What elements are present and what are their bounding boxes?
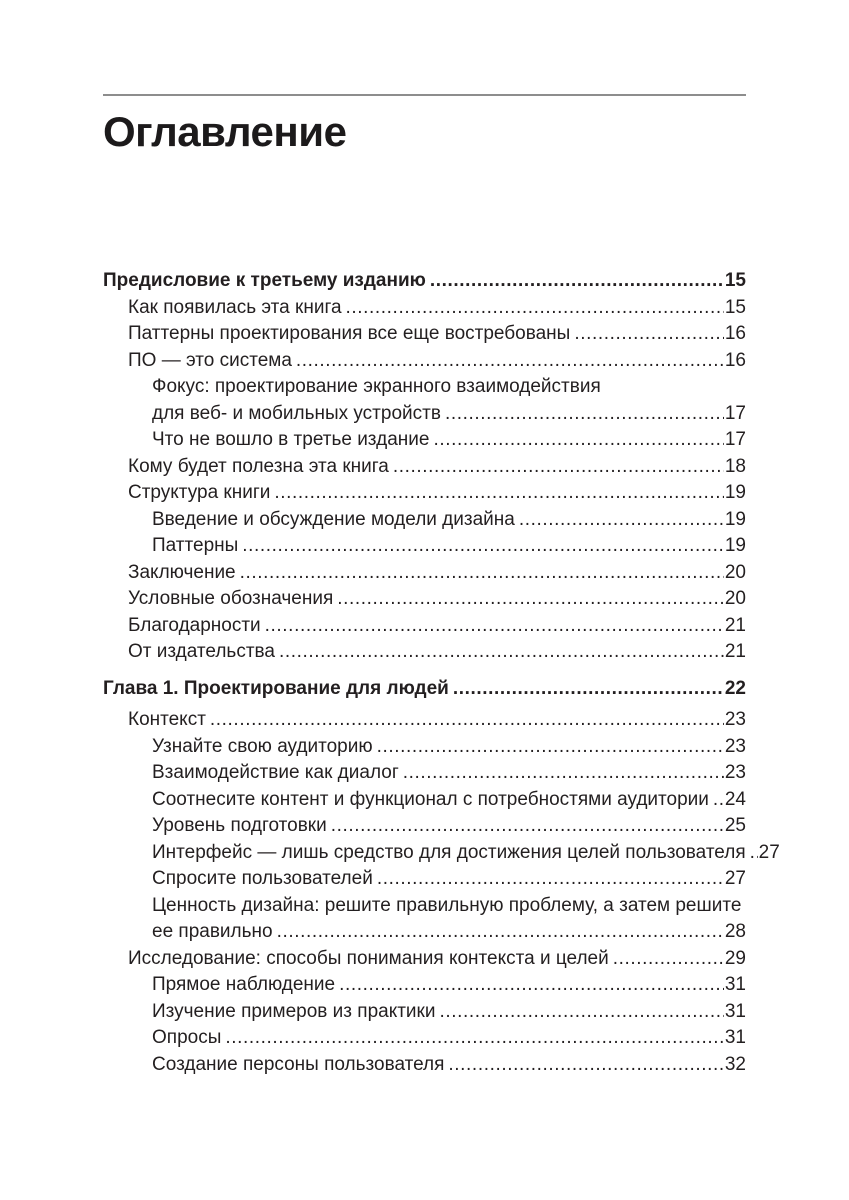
toc-entry	[103, 1025, 746, 1052]
toc-entry-label: Интерфейс — лишь средство для достижения целей пользователя	[152, 841, 746, 863]
toc-dot-leader	[242, 533, 724, 560]
toc-entry-label: От издательства	[128, 641, 275, 662]
toc-entry-label: Создание персоны пользователя	[152, 1053, 445, 1075]
toc-page-number: 20	[724, 588, 746, 609]
toc-page-number: 22	[724, 677, 746, 699]
toc-entry	[103, 999, 746, 1026]
toc-dot-leader	[265, 613, 724, 640]
toc-dot-leader	[519, 507, 724, 534]
toc-entry-label: Паттерны проектирования все еще востребованы	[128, 323, 571, 344]
toc-page-number: 23	[724, 735, 746, 757]
toc-entry	[103, 295, 746, 322]
toc-dot-leader	[613, 946, 724, 973]
toc-entry	[103, 813, 746, 840]
toc-dot-leader	[274, 480, 723, 507]
toc-dot-leader	[445, 401, 724, 428]
toc-entry	[103, 454, 746, 481]
toc-entry-label: Исследование: способы понимания контекста и целей	[128, 947, 609, 969]
toc-dot-leader	[574, 321, 724, 348]
toc-dot-leader	[240, 560, 724, 587]
toc-page-number: 31	[724, 1000, 746, 1022]
toc-entry	[103, 374, 746, 427]
toc-page-number: 23	[724, 709, 746, 730]
toc-page-number: 17	[724, 402, 746, 424]
toc-dot-leader	[393, 454, 724, 481]
toc-entry	[103, 639, 746, 666]
toc-dot-leader	[337, 586, 724, 613]
toc-page-number: 23	[724, 762, 746, 783]
toc-entry	[103, 533, 746, 560]
toc-dot-leader	[750, 840, 758, 867]
header-rule	[103, 94, 746, 96]
toc-page-number: 27	[724, 868, 746, 889]
toc-page-number: 24	[724, 788, 746, 810]
toc-entry-label: Взаимодействие как диалог	[152, 762, 399, 783]
toc-entry	[103, 840, 780, 867]
toc-page-number: 15	[724, 296, 746, 318]
toc-dot-leader	[331, 813, 724, 840]
toc-entry-label: Паттерны	[152, 535, 239, 556]
toc-page-number: 25	[724, 815, 746, 836]
toc-entry	[103, 348, 746, 375]
toc-entry-label: Заключение	[128, 561, 236, 583]
toc-entry	[103, 972, 746, 999]
toc-entry-label: Как появилась эта книга	[128, 296, 342, 318]
toc-dot-leader	[403, 760, 724, 787]
toc-entry	[103, 734, 746, 761]
toc-entry-wrap-line: Фокус: проектирование экранного взаимодействия	[152, 376, 601, 397]
toc-entry-label: Изучение примеров из практики	[152, 1000, 436, 1022]
toc-page-number: 20	[724, 561, 746, 583]
toc-entry-label: Спросите пользователей	[152, 868, 373, 889]
toc-entry	[103, 760, 746, 787]
toc-page-number: 31	[724, 1027, 746, 1048]
toc-entry-label: Узнайте свою аудиторию	[152, 735, 373, 757]
toc-dot-leader	[296, 348, 724, 375]
toc-page-number: 16	[724, 349, 746, 371]
toc-page-number: 32	[724, 1053, 746, 1075]
toc-list	[103, 268, 780, 1078]
toc-entry-label: Контекст	[128, 709, 206, 730]
toc-dot-leader	[377, 866, 724, 893]
toc-entry	[103, 787, 746, 814]
toc-entry-label: Что не вошло в третье издание	[152, 429, 430, 450]
toc-dot-leader	[430, 268, 724, 295]
toc-page-number: 28	[724, 921, 746, 942]
toc-entry	[103, 560, 746, 587]
toc-dot-leader	[277, 919, 724, 946]
toc-page-number: 19	[724, 508, 746, 530]
toc-dot-leader	[439, 999, 723, 1026]
toc-entry	[103, 676, 746, 703]
toc-entry-label: для веб- и мобильных устройств	[152, 402, 441, 424]
toc-entry-label: Соотнесите контент и функционал с потребностями аудитории	[152, 788, 709, 810]
toc-entry-label: Уровень подготовки	[152, 815, 327, 836]
toc-entry-label: Введение и обсуждение модели дизайна	[152, 508, 515, 530]
toc-entry-label: Глава 1. Проектирование для людей	[103, 677, 449, 699]
toc-page-number: 18	[724, 455, 746, 477]
page-title: Оглавление	[103, 108, 347, 155]
toc-entry-label: Условные обозначения	[128, 588, 334, 609]
toc-entry-label: Предисловие к третьему изданию	[103, 270, 426, 291]
document-page	[103, 0, 780, 1200]
toc-entry	[103, 707, 746, 734]
toc-entry-label: Кому будет полезна эта книга	[128, 455, 389, 477]
toc-entry-label: Опросы	[152, 1027, 222, 1048]
toc-entry	[103, 1052, 746, 1079]
toc-dot-leader	[448, 1052, 723, 1079]
toc-entry	[103, 480, 746, 507]
toc-dot-leader	[377, 734, 724, 761]
toc-dot-leader	[433, 427, 723, 454]
toc-entry	[103, 893, 746, 946]
toc-entry	[103, 586, 746, 613]
toc-dot-leader	[339, 972, 724, 999]
toc-page-number: 19	[724, 482, 746, 503]
toc-entry	[103, 613, 746, 640]
toc-page-number: 16	[724, 323, 746, 344]
toc-dot-leader	[279, 639, 724, 666]
toc-entry	[103, 946, 746, 973]
toc-entry	[103, 321, 746, 348]
toc-page-number: 31	[724, 974, 746, 995]
toc-entry-label: Структура книги	[128, 482, 271, 503]
toc-page-number: 21	[724, 641, 746, 662]
toc-entry-wrap-line: Ценность дизайна: решите правильную проблему, а затем решите	[152, 894, 742, 916]
toc-page-number: 29	[724, 947, 746, 969]
toc-entry-label: ПО — это система	[128, 349, 292, 371]
toc-dot-leader	[210, 707, 724, 734]
toc-dot-leader	[713, 787, 724, 814]
toc-entry	[103, 427, 746, 454]
toc-entry	[103, 866, 746, 893]
toc-page-number: 27	[758, 841, 780, 863]
toc-entry	[103, 268, 746, 295]
toc-entry-label: ее правильно	[152, 921, 273, 942]
toc-entry-label: Прямое наблюдение	[152, 974, 336, 995]
toc-dot-leader	[225, 1025, 724, 1052]
toc-page-number: 15	[724, 270, 746, 291]
toc-dot-leader	[453, 676, 724, 703]
toc-dot-leader	[346, 295, 724, 322]
toc-page-number: 17	[724, 429, 746, 450]
toc-entry	[103, 507, 746, 534]
toc-entry-label: Благодарности	[128, 614, 261, 636]
toc-page-number: 19	[724, 535, 746, 556]
toc-page-number: 21	[724, 614, 746, 636]
